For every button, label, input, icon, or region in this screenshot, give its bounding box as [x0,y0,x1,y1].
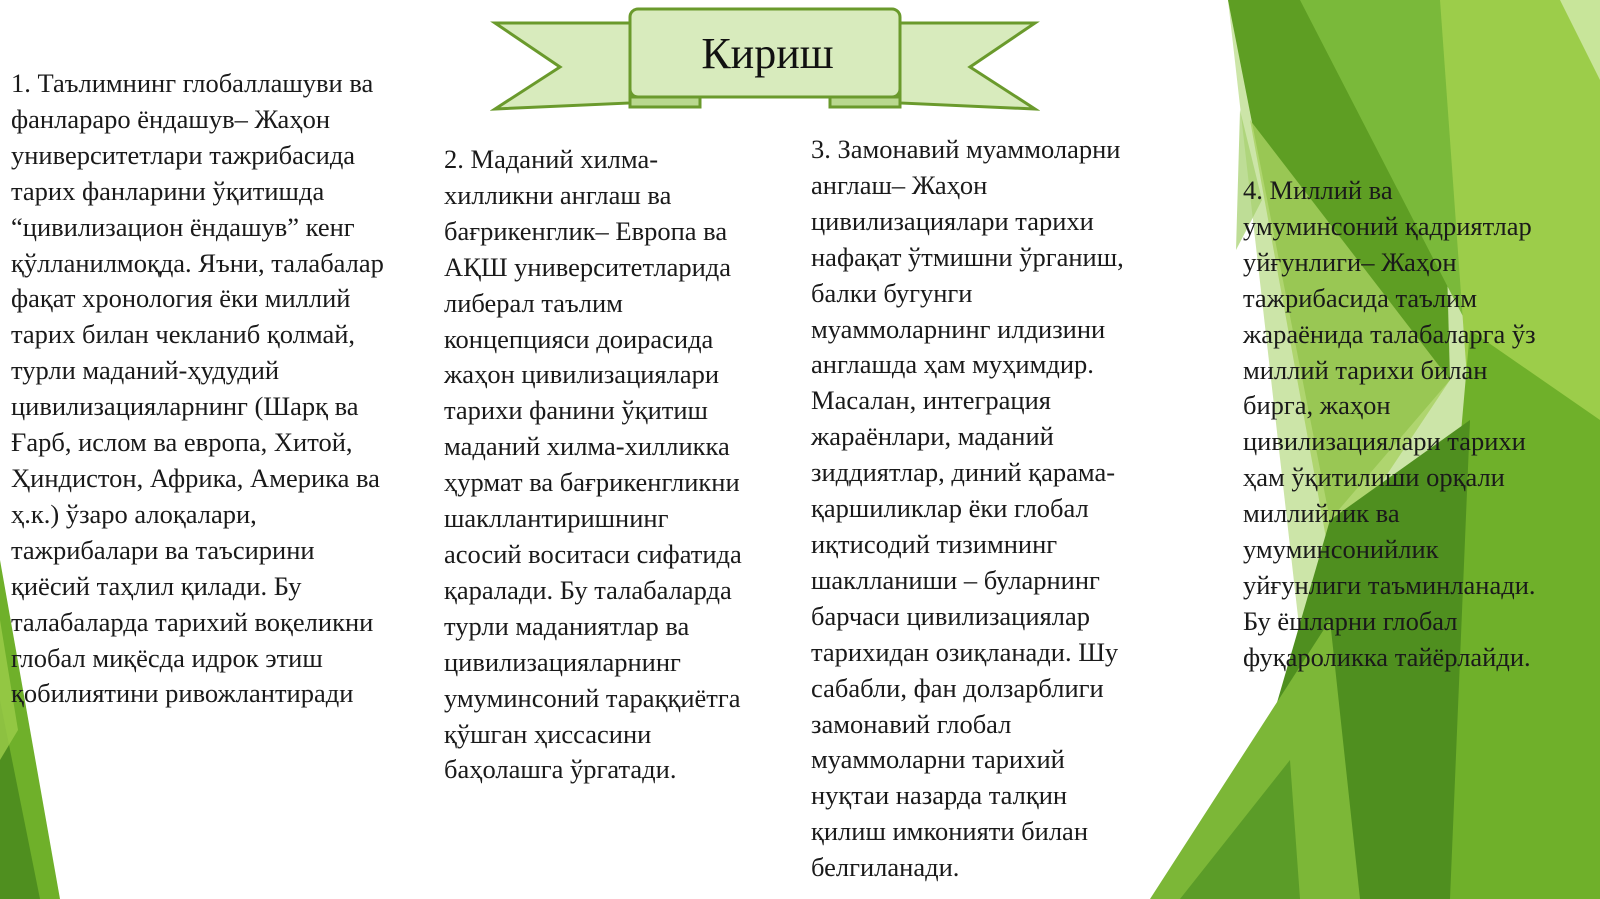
paragraph-3: 3. Замонавий муаммоларни англаш– Жаҳон цивилизациялари тарихи нафақат ўтмишни ўрганиш, балки бугунги муаммоларнинг илдизини англашда ҳам муҳимдир. Масалан, интеграция жараёнлари, маданий зиддиятлар, диний қарама- қаршиликлар ёки глобал иқтисодий тизимнинг шаклланиши – буларнинг барчаси цивилизациялар тарихидан озиқланади. Шу сабабли, фан долзарблиги замонавий глобал муаммоларни тарихий нуқтаи назарда талқин қилиш имконияти билан белгиланади. [811,134,1124,883]
paragraph-4: 4. Миллий ва умуминсоний қадриятлар уйғунлиги– Жаҳон тажрибасида таълим жараёнида талабаларга ўз миллий тарихи билан бирга, жаҳон цивилизациялари тарихи ҳам ўқитилиши орқали миллийлик ва умуминсонийлик уйғунлиги таъминланади. Бу ёшларни глобал фуқароликка тайёрлайди. [1243,175,1536,672]
slide-title: Кириш [701,29,834,78]
paragraph-2: 2. Маданий хилма- хилликни англаш ва бағрикенглик– Европа ва АҚШ университетларида либерал таълим концепцияси доирасида жаҳон цивилизациялари тарихи фанини ўқитиш маданий хилма-хилликка ҳурмат ва бағрикенгликни шакллантиришнинг асосий воситаси сифатида қаралади. Бу талабаларда турли маданиятлар ва цивилизацияларнинг умуминсоний тараққиётга қўшган ҳиссасини баҳолашга ўргатади. [444,144,742,785]
paragraph-1: 1. Таълимнинг глобаллашуви ва фанлараро ёндашув– Жаҳон университетлари тажрибасида тарих фанларини ўқитишда “цивилизацион ёндашув” кенг қўлланилмоқда. Яъни, талабалар фақат хронология ёки миллий тарих билан чекланиб қолмай, турли маданий-ҳудудий цивилизацияларнинг (Шарқ ва Ғарб, ислом ва европа, Хитой, Ҳиндистон, Африка, Америка ва ҳ.к.) ўзаро алоқалари, тажрибалари ва таъсирини қиёсий таҳлил қилади. Бу талабаларда тарихий воқеликни глобал миқёсда идрок этиш қобилиятини ривожлантиради [11,68,384,709]
